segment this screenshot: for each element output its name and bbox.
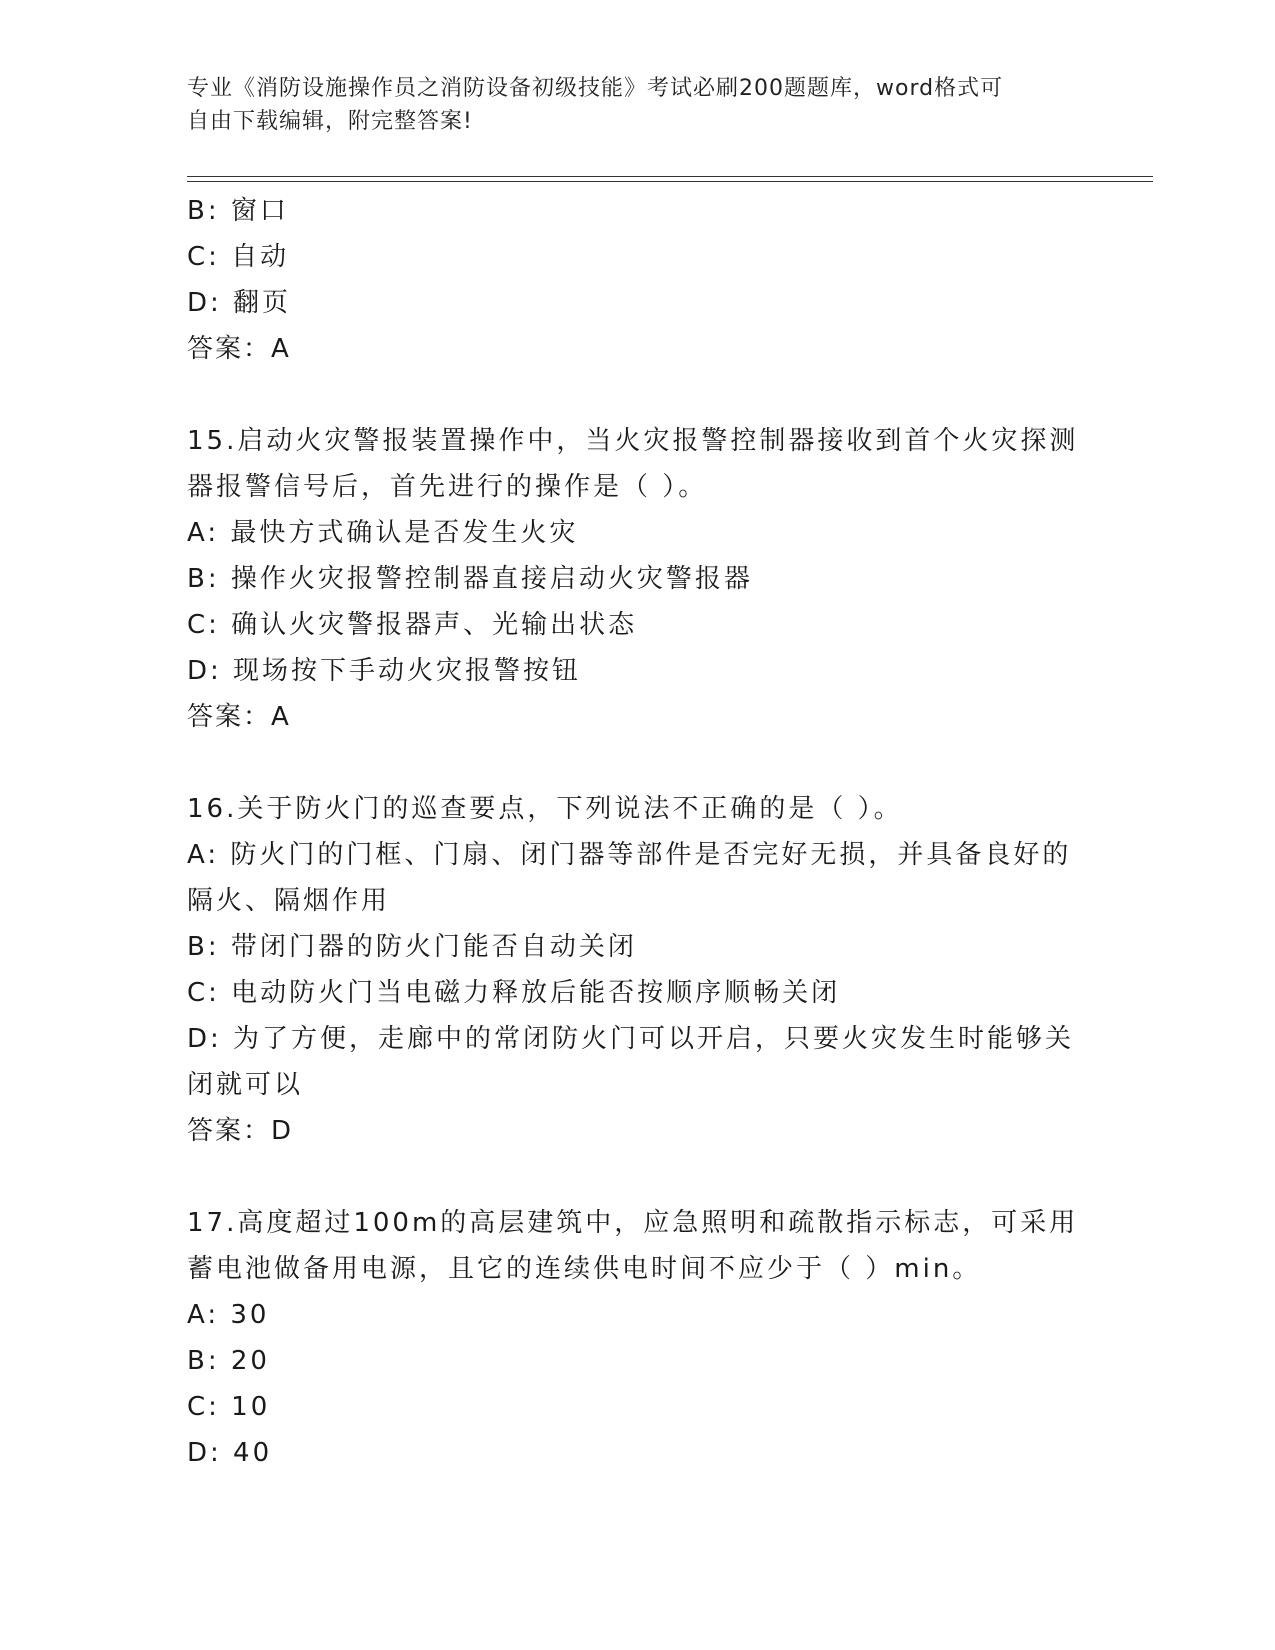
option-a: A: 最快方式确认是否发生火灾 [187, 518, 579, 548]
option-d: D: 为了方便，走廊中的常闭防火门可以开启，只要火灾发生时能够关 [187, 1024, 1075, 1054]
option-d-continued: 闭就可以 [187, 1070, 304, 1100]
option-c: C: 电动防火门当电磁力释放后能否按顺序顺畅关闭 [187, 978, 841, 1008]
option-b: B: 操作火灾报警控制器直接启动火灾警报器 [187, 564, 753, 594]
question-stem: 蓄电池做备用电源，且它的连续供电时间不应少于（ ）min。 [187, 1254, 982, 1284]
page-header [187, 72, 1067, 138]
question-17 [187, 1200, 1087, 1476]
option-a: A: 30 [187, 1300, 270, 1330]
spacer [187, 372, 1087, 418]
answer-line: 答案：A [187, 702, 291, 732]
option-d: D: 现场按下手动火灾报警按钮 [187, 656, 582, 686]
option-c: C: 确认火灾警报器声、光输出状态 [187, 610, 638, 640]
option-b: B: 窗口 [187, 196, 289, 226]
option-c: C: 10 [187, 1392, 271, 1422]
question-stem: 17.高度超过100m的高层建筑中，应急照明和疏散指示标志，可采用 [187, 1208, 1079, 1238]
option-b: B: 带闭门器的防火门能否自动关闭 [187, 932, 637, 962]
spacer [187, 1154, 1087, 1200]
header-line-2: 自由下载编辑，附完整答案! [187, 109, 473, 134]
header-line-1: 专业《消防设施操作员之消防设备初级技能》考试必刷200题题库，word格式可 [187, 76, 1004, 101]
option-b: B: 20 [187, 1346, 270, 1376]
prev-question-block [187, 188, 1087, 372]
option-a-continued: 隔火、隔烟作用 [187, 886, 391, 916]
answer-line: 答案：A [187, 334, 291, 364]
question-stem: 16.关于防火门的巡查要点，下列说法不正确的是（ ）。 [187, 794, 903, 824]
header-divider-bottom [187, 181, 1153, 182]
option-d: D: 翻页 [187, 288, 292, 318]
spacer [187, 740, 1087, 786]
option-a: A: 防火门的门框、门扇、闭门器等部件是否完好无损，并具备良好的 [187, 840, 1072, 870]
question-stem: 15.启动火灾警报装置操作中，当火灾报警控制器接收到首个火灾探测 [187, 426, 1079, 456]
option-d: D: 40 [187, 1438, 273, 1468]
question-15 [187, 418, 1087, 740]
option-c: C: 自动 [187, 242, 290, 272]
question-content [187, 188, 1087, 1476]
question-stem: 器报警信号后，首先进行的操作是（ ）。 [187, 472, 708, 502]
question-16 [187, 786, 1087, 1154]
answer-line: 答案：D [187, 1116, 294, 1146]
header-divider-top [187, 176, 1153, 177]
